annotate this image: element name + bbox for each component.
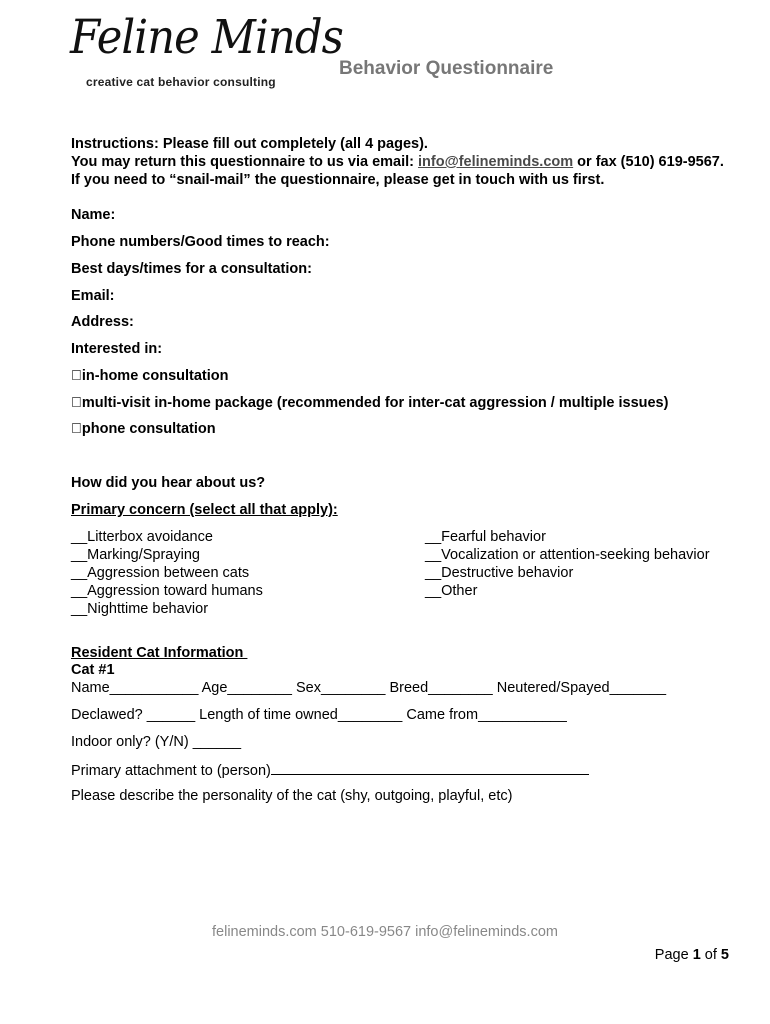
cat-history-row[interactable]: Declawed? ______ Length of time owned________ Came from___________ (71, 707, 567, 723)
concern-item[interactable]: __Other (425, 583, 478, 599)
footer-contact: felineminds.com 510-619-9567 info@felineminds.com (212, 924, 558, 940)
concern-item[interactable]: __Aggression between cats (71, 565, 250, 581)
page-of: of (700, 947, 721, 963)
option-in-home[interactable] (71, 367, 228, 385)
cat-number-label: Cat #1 (71, 662, 115, 678)
page-number (655, 947, 729, 963)
instructions (71, 135, 731, 189)
option-multi-visit-label: multi-visit in-home package (recommended for inter-cat aggression / multiple issues) (71, 395, 658, 411)
concern-item[interactable]: __Fearful behavior (425, 529, 546, 545)
concern-list-left (71, 528, 263, 618)
option-in-home-label: in-home consultation (71, 368, 218, 384)
concern-item[interactable]: __Nighttime behavior (71, 601, 209, 617)
email-label: Email: (71, 288, 115, 304)
resident-cat-heading: Resident Cat Information (71, 645, 248, 661)
checkbox-icon (71, 421, 82, 437)
page-title: Behavior Questionnaire (339, 58, 554, 79)
page-total: 5 (720, 947, 729, 963)
cat-details-row[interactable]: Name___________ Age________ Sex________ Breed________ Neutered/Spayed_______ (71, 680, 667, 696)
interested-in-label: Interested in: (71, 341, 163, 357)
checkbox-icon (71, 395, 82, 411)
best-days-label: Best days/times for a consultation: (71, 261, 312, 277)
indoor-only-row[interactable]: Indoor only? (Y/N) ______ (71, 734, 242, 750)
name-label: Name: (71, 207, 116, 223)
concern-item[interactable]: __Aggression toward humans (71, 583, 263, 599)
instructions-line-1: Instructions: Please fill out completely (all 4 pages). (71, 136, 428, 152)
attachment-label: Primary attachment to (person) (71, 763, 271, 779)
concern-item[interactable]: __Destructive behavior (425, 565, 574, 581)
phone-label: Phone numbers/Good times to reach: (71, 234, 330, 250)
option-phone[interactable] (71, 420, 216, 438)
option-multi-visit[interactable] (71, 394, 668, 412)
concern-item[interactable]: __Vocalization or attention-seeking behavior (425, 547, 710, 563)
logo-tagline: creative cat behavior consulting (86, 75, 276, 89)
primary-concern-heading: Primary concern (select all that apply): (71, 502, 338, 518)
concern-item[interactable]: __Marking/Spraying (71, 547, 200, 563)
hear-about-label: How did you hear about us? (71, 475, 266, 491)
checkbox-icon (71, 368, 82, 384)
concern-list-right (425, 528, 710, 600)
attachment-input-line[interactable] (271, 760, 589, 775)
logo-wordmark: Feline Minds (70, 10, 343, 65)
instructions-return-text: You may return this questionnaire to us via email: (71, 154, 419, 170)
page-current: 1 (692, 947, 701, 963)
personality-prompt: Please describe the personality of the cat (shy, outgoing, playful, etc) (71, 788, 513, 804)
page-word: Page (654, 947, 693, 963)
address-label: Address: (71, 314, 134, 330)
attachment-row (71, 760, 589, 780)
concern-item[interactable]: __Litterbox avoidance (71, 529, 213, 545)
instructions-fax-text: or fax (510) 619-9567. If you need to “snail-mail” the questionnaire, please get in touch with us first. (71, 154, 724, 188)
instructions-line-2 (71, 153, 731, 189)
email-link[interactable]: info@felineminds.com (418, 154, 574, 170)
option-phone-label: phone consultation (71, 421, 205, 437)
